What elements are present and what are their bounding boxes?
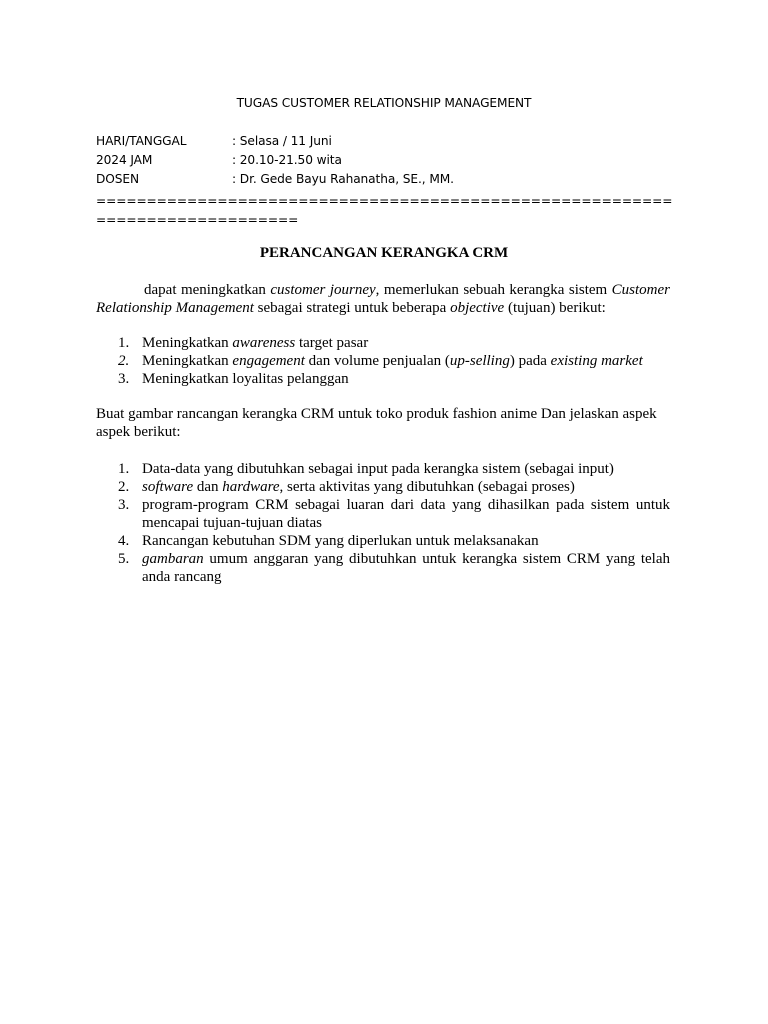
list-text: Meningkatkan loyalitas pelanggan: [142, 371, 349, 387]
separator-line: =============================================================================: [96, 194, 673, 227]
list-text: umum anggaran yang dibutuhkan untuk kerangka sistem CRM yang telah anda rancang: [142, 551, 670, 585]
info-label: 2024 JAM: [96, 153, 153, 167]
list-emphasis: hardware: [222, 479, 280, 495]
list-emphasis: awareness: [232, 335, 296, 351]
aspects-list: [96, 460, 670, 586]
list-item: [96, 334, 670, 352]
info-value: : 20.10-21.50 wita: [232, 153, 342, 167]
list-item: [96, 352, 670, 370]
list-item: [96, 550, 670, 586]
list-text: Meningkatkan: [142, 335, 233, 351]
intro-emphasis: objective: [450, 300, 505, 316]
info-label: HARI/TANGGAL: [96, 134, 187, 148]
info-value: : Dr. Gede Bayu Rahanatha, SE., MM.: [232, 172, 454, 186]
intro-text: , memerlukan sebuah kerangka sistem: [375, 282, 612, 298]
list-item: [96, 532, 670, 550]
list-text: Data-data yang dibutuhkan sebagai input pada kerangka sistem (sebagai input): [142, 461, 614, 477]
assignment-title: TUGAS CUSTOMER RELATIONSHIP MANAGEMENT: [236, 96, 532, 110]
list-item: [96, 478, 670, 496]
list-text: , serta aktivitas yang dibutuhkan (sebagai proses): [279, 479, 575, 495]
intro-emphasis: Customer Relationship Management: [96, 282, 670, 316]
list-text: ) pada: [509, 353, 551, 369]
list-number: 2.: [118, 353, 130, 369]
list-item: [96, 370, 670, 388]
list-number: 5.: [118, 551, 130, 567]
list-number: 3.: [118, 371, 130, 387]
list-emphasis: gambaran: [142, 551, 204, 567]
list-emphasis: software: [142, 479, 194, 495]
intro-text: dapat meningkatkan: [144, 282, 271, 298]
list-text: Meningkatkan: [142, 353, 233, 369]
intro-text: (tujuan) berikut:: [504, 300, 606, 316]
objectives-list: [96, 334, 670, 388]
info-value: : Selasa / 11 Juni: [232, 134, 332, 148]
list-number: 4.: [118, 533, 130, 549]
list-number: 3.: [118, 497, 130, 513]
list-text: dan volume penjualan (: [304, 353, 450, 369]
list-text: program-program CRM sebagai luaran dari data yang dihasilkan pada sistem untuk mencapai tujuan-tujuan diatas: [142, 497, 670, 531]
list-number: 2.: [118, 479, 130, 495]
list-emphasis: up-selling: [449, 353, 510, 369]
intro-text: sebagai strategi untuk beberapa: [253, 300, 451, 316]
list-number: 1.: [118, 461, 130, 477]
list-text: dan: [193, 479, 223, 495]
info-label: DOSEN: [96, 172, 140, 186]
list-text: Rancangan kebutuhan SDM yang diperlukan untuk melaksanakan: [142, 533, 539, 549]
list-emphasis: engagement: [232, 353, 305, 369]
list-item: [96, 460, 670, 478]
list-text: target pasar: [295, 335, 369, 351]
list-number: 1.: [118, 335, 130, 351]
list-item: [96, 496, 670, 532]
list-emphasis: existing market: [550, 353, 643, 369]
section-title: PERANCANGAN KERANGKA CRM: [259, 245, 509, 261]
task-paragraph: Buat gambar rancangan kerangka CRM untuk toko produk fashion anime Dan jelaskan aspek aspek berikut:: [96, 406, 657, 440]
intro-paragraph: [96, 281, 670, 317]
intro-emphasis: customer journey: [270, 282, 376, 298]
